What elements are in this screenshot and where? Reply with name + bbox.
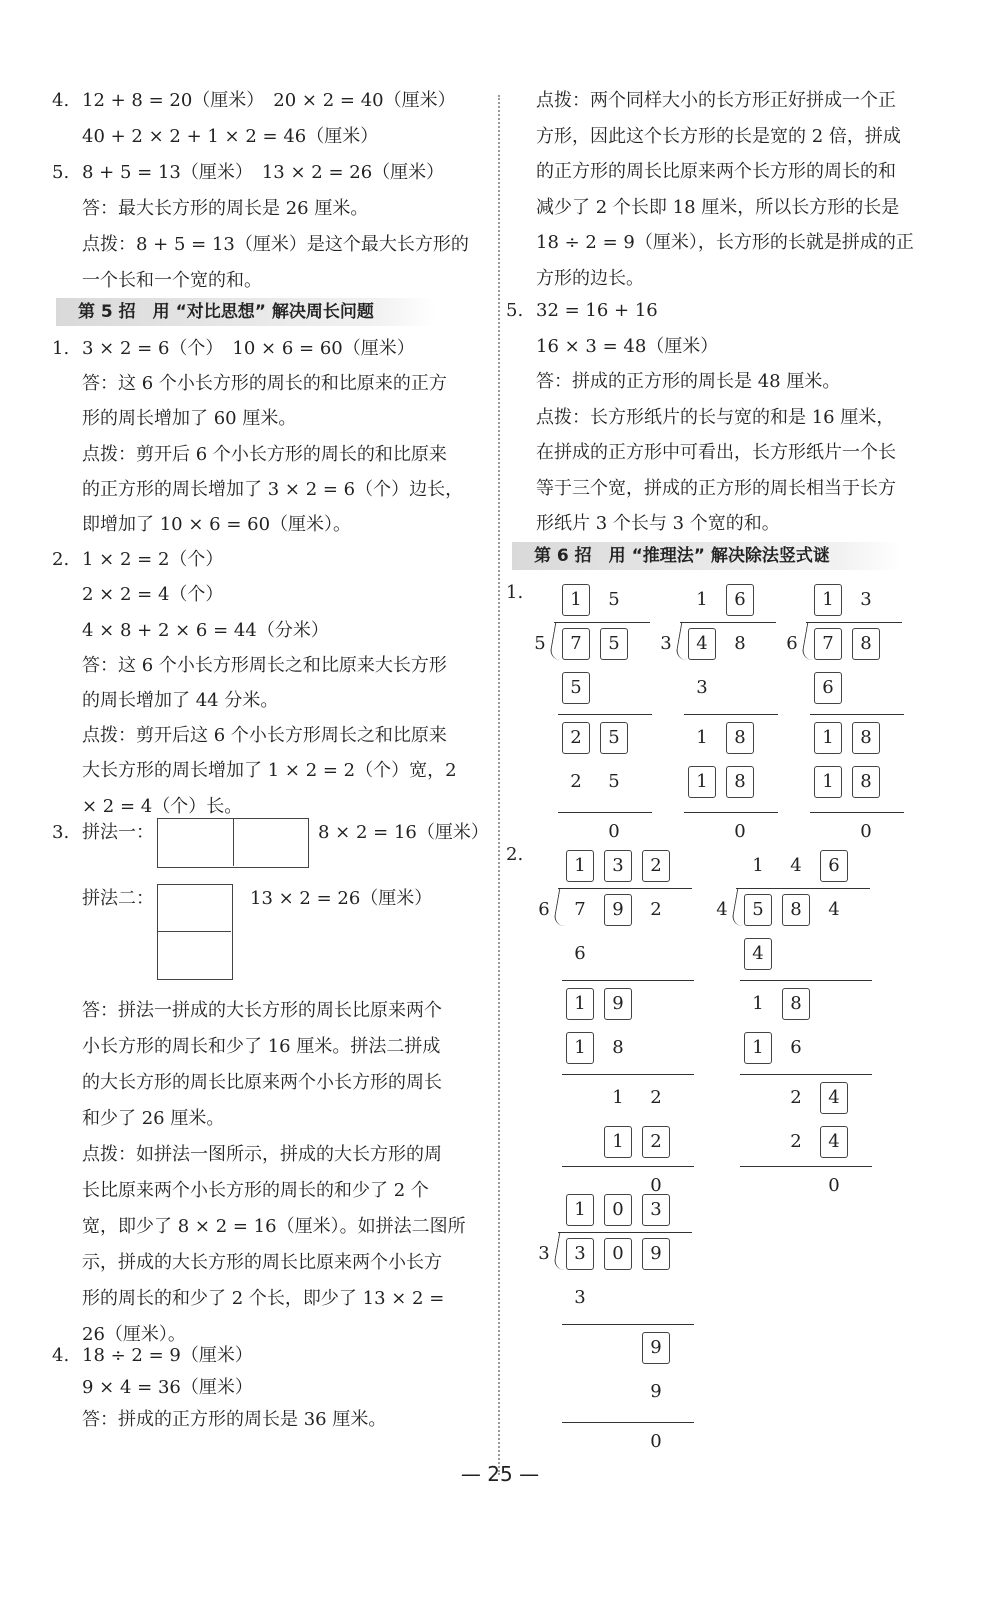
digit-box: 1: [566, 988, 594, 1020]
method-one-figure: [157, 818, 309, 868]
text-line: 答：这 6 个小长方形的周长的和比原来的正方: [82, 373, 447, 395]
text-line: 18 ÷ 2 = 9（厘米）: [82, 1345, 253, 1366]
digit: 0: [734, 821, 746, 842]
digit: 2: [790, 1087, 802, 1108]
digit-box: 2: [642, 850, 670, 882]
text-line: 一个长和一个宽的和。: [82, 270, 262, 291]
text-line: 4 × 8 + 2 × 6 = 44（分米）: [82, 619, 329, 641]
text-line: 示，拼成的大长方形的周长比原来两个小长方: [82, 1252, 442, 1273]
digit: 1: [752, 855, 764, 876]
digit-box: 6: [726, 584, 754, 616]
text-line: 的正方形的周长增加了 3 × 2 = 6（个）边长，: [82, 478, 464, 500]
column-divider: [498, 95, 500, 1475]
divisor: 5: [534, 633, 546, 654]
digit-box: 8: [782, 894, 810, 926]
digit-box: 5: [744, 894, 772, 926]
question-number: 2.: [52, 549, 70, 571]
text-line: 点拨：长方形纸片的长与宽的和是 16 厘米，: [536, 406, 895, 428]
digit-box: 5: [562, 672, 590, 704]
text-line: 12 + 8 = 20（厘米） 20 × 2 = 40（厘米）: [82, 90, 456, 111]
digit-box: 4: [688, 628, 716, 660]
division-rule: [740, 1074, 872, 1075]
digit-box: 8: [726, 766, 754, 798]
method-one-calc: 8 × 2 = 16（厘米）: [318, 822, 489, 843]
text-line: 点拨：剪开后这 6 个小长方形周长之和比原来: [82, 725, 447, 747]
question-number: 5.: [52, 162, 70, 183]
text-line: 长比原来两个小长方形的周长的和少了 2 个: [82, 1180, 429, 1201]
division-rule: [558, 812, 652, 813]
text-line: 减少了 2 个长即 18 厘米，所以长方形的长是: [536, 196, 900, 218]
digit-box: 4: [820, 1082, 848, 1114]
digit-box: 1: [688, 766, 716, 798]
text-line: 方形的边长。: [536, 267, 644, 289]
text-line: 3 × 2 = 6（个） 10 × 6 = 60（厘米）: [82, 338, 415, 359]
divisor: 4: [716, 899, 728, 920]
divisor: 6: [786, 633, 798, 654]
digit-box: 8: [852, 766, 880, 798]
digit-box: 5: [600, 628, 628, 660]
division-rule: [684, 812, 778, 813]
digit-box: 1: [566, 1194, 594, 1226]
digit-box: 1: [604, 1126, 632, 1158]
digit-box: 6: [820, 850, 848, 882]
text-line: × 2 = 4（个）长。: [82, 795, 243, 817]
digit-box: 1: [566, 1032, 594, 1064]
text-line: 40 + 2 × 2 + 1 × 2 = 46（厘米）: [82, 126, 379, 147]
digit: 4: [790, 855, 802, 876]
digit: 0: [860, 821, 872, 842]
digit: 3: [574, 1287, 586, 1308]
digit-box: 0: [604, 1238, 632, 1270]
digit: 8: [734, 633, 746, 654]
division-rule: [740, 1166, 872, 1167]
text-line: 2 × 2 = 4（个）: [82, 584, 224, 606]
digit-box: 4: [820, 1126, 848, 1158]
digit: 0: [828, 1175, 840, 1196]
method-two-label: 拼法二：: [82, 888, 154, 909]
text-line: 的大长方形的周长比原来两个小长方形的周长: [82, 1072, 442, 1093]
division-bracket: [558, 888, 692, 889]
digit-box: 8: [852, 722, 880, 754]
division-rule: [562, 1074, 694, 1075]
text-line: 等于三个宽，拼成的正方形的周长相当于长方: [536, 477, 896, 499]
text-line: 大长方形的周长增加了 1 × 2 = 2（个）宽，2: [82, 760, 457, 782]
divisor: 3: [660, 633, 672, 654]
division-rule: [562, 1422, 694, 1423]
text-line: 形纸片 3 个长与 3 个宽的和。: [536, 513, 780, 534]
method-two-figure: [157, 884, 233, 980]
digit: 9: [650, 1381, 662, 1402]
digit-box: 8: [852, 628, 880, 660]
digit: 2: [650, 1087, 662, 1108]
digit: 1: [696, 727, 708, 748]
digit: 0: [650, 1431, 662, 1452]
digit-box: 2: [562, 722, 590, 754]
digit-box: 1: [562, 584, 590, 616]
digit-box: 7: [562, 628, 590, 660]
division-rule: [810, 714, 904, 715]
text-line: 在拼成的正方形中可看出，长方形纸片一个长: [536, 442, 896, 463]
digit-box: 3: [566, 1238, 594, 1270]
division-rule: [740, 980, 872, 981]
text-line: 即增加了 10 × 6 = 60（厘米）。: [82, 514, 352, 535]
text-line: 形的周长的和少了 2 个长，即少了 13 × 2 =: [82, 1288, 445, 1309]
digit-box: 8: [726, 722, 754, 754]
digit: 6: [790, 1037, 802, 1058]
digit: 2: [650, 899, 662, 920]
text-line: 32 = 16 + 16: [536, 300, 658, 321]
text-line: 18 ÷ 2 = 9（厘米），长方形的长就是拼成的正: [536, 232, 914, 253]
digit: 2: [570, 771, 582, 792]
division-bracket: [680, 622, 776, 623]
digit: 7: [574, 899, 586, 920]
question-number: 5.: [506, 300, 524, 321]
text-line: 答：拼法一拼成的大长方形的周长比原来两个: [82, 1000, 442, 1021]
digit-box: 2: [642, 1126, 670, 1158]
text-line: 9 × 4 = 36（厘米）: [82, 1377, 253, 1398]
division-rule: [562, 980, 694, 981]
digit: 2: [790, 1131, 802, 1152]
digit-box: 3: [604, 850, 632, 882]
text-line: 答：拼成的正方形的周长是 48 厘米。: [536, 371, 841, 392]
text-line: 形的周长增加了 60 厘米。: [82, 408, 297, 430]
question-2-number: 2.: [506, 844, 524, 865]
digit: 0: [608, 821, 620, 842]
text-line: 的周长增加了 44 分米。: [82, 690, 279, 711]
text-line: 点拨：如拼法一图所示，拼成的大长方形的周: [82, 1144, 442, 1165]
digit-box: 7: [814, 628, 842, 660]
page-number: — 25 —: [460, 1462, 540, 1486]
text-line: 26（厘米）。: [82, 1324, 186, 1345]
digit: 5: [608, 771, 620, 792]
division-rule: [810, 812, 904, 813]
digit-box: 9: [604, 894, 632, 926]
digit: 8: [612, 1037, 624, 1058]
digit-box: 3: [642, 1194, 670, 1226]
question-1-number: 1.: [506, 582, 524, 603]
question-number: 1.: [52, 338, 70, 359]
digit-box: 1: [814, 722, 842, 754]
digit-box: 9: [642, 1332, 670, 1364]
text-line: 点拨：剪开后 6 个小长方形的周长的和比原来: [82, 443, 447, 465]
digit-box: 1: [744, 1032, 772, 1064]
digit-box: 8: [782, 988, 810, 1020]
question-number: 4.: [52, 90, 70, 111]
digit: 6: [574, 943, 586, 964]
digit: 1: [752, 993, 764, 1014]
division-rule: [562, 1166, 694, 1167]
digit: 3: [860, 589, 872, 610]
division-rule: [558, 714, 652, 715]
digit: 5: [608, 589, 620, 610]
digit-box: 0: [604, 1194, 632, 1226]
divisor: 3: [538, 1243, 550, 1264]
text-line: 的正方形的周长比原来两个长方形的周长的和: [536, 161, 896, 182]
method-two-calc: 13 × 2 = 26（厘米）: [250, 888, 433, 909]
text-line: 小长方形的周长和少了 16 厘米。拼法二拼成: [82, 1036, 441, 1057]
text-line: 宽，即少了 8 × 2 = 16（厘米）。如拼法二图所: [82, 1216, 466, 1237]
text-line: 8 + 5 = 13（厘米） 13 × 2 = 26（厘米）: [82, 162, 445, 183]
digit-box: 4: [744, 938, 772, 970]
digit-box: 5: [600, 722, 628, 754]
digit-box: 1: [814, 766, 842, 798]
digit-box: 9: [604, 988, 632, 1020]
digit-box: 1: [814, 584, 842, 616]
division-bracket: [736, 888, 870, 889]
method-one-label: 拼法一：: [82, 822, 154, 843]
digit-box: 1: [566, 850, 594, 882]
division-rule: [562, 1324, 694, 1325]
digit: 1: [696, 589, 708, 610]
text-line: 16 × 3 = 48（厘米）: [536, 335, 719, 357]
text-line: 1 × 2 = 2（个）: [82, 549, 224, 571]
text-line: 答：这 6 个小长方形周长之和比原来大长方形: [82, 654, 447, 676]
division-rule: [684, 714, 778, 715]
digit-box: 9: [642, 1238, 670, 1270]
digit: 4: [828, 899, 840, 920]
division-bracket: [558, 1232, 692, 1233]
divisor: 6: [538, 899, 550, 920]
text-line: 点拨：8 + 5 = 13（厘米）是这个最大长方形的: [82, 234, 469, 255]
section-5-heading: 第 5 招 用 “对比思想” 解决周长问题: [56, 298, 436, 326]
digit: 3: [696, 677, 708, 698]
digit: 0: [650, 1175, 662, 1196]
text-line: 点拨：两个同样大小的长方形正好拼成一个正: [536, 90, 896, 111]
text-line: 答：最大长方形的周长是 26 厘米。: [82, 198, 369, 219]
text-line: 答：拼成的正方形的周长是 36 厘米。: [82, 1409, 387, 1430]
digit-box: 6: [814, 672, 842, 704]
question-number: 3.: [52, 822, 70, 843]
text-line: 和少了 26 厘米。: [82, 1108, 225, 1129]
digit: 1: [612, 1087, 624, 1108]
section-6-heading: 第 6 招 用 “推理法” 解决除法竖式谜: [512, 542, 902, 570]
question-number: 4.: [52, 1345, 70, 1366]
text-line: 方形，因此这个长方形的长是宽的 2 倍，拼成: [536, 125, 901, 147]
division-bracket: [806, 622, 902, 623]
division-bracket: [554, 622, 650, 623]
